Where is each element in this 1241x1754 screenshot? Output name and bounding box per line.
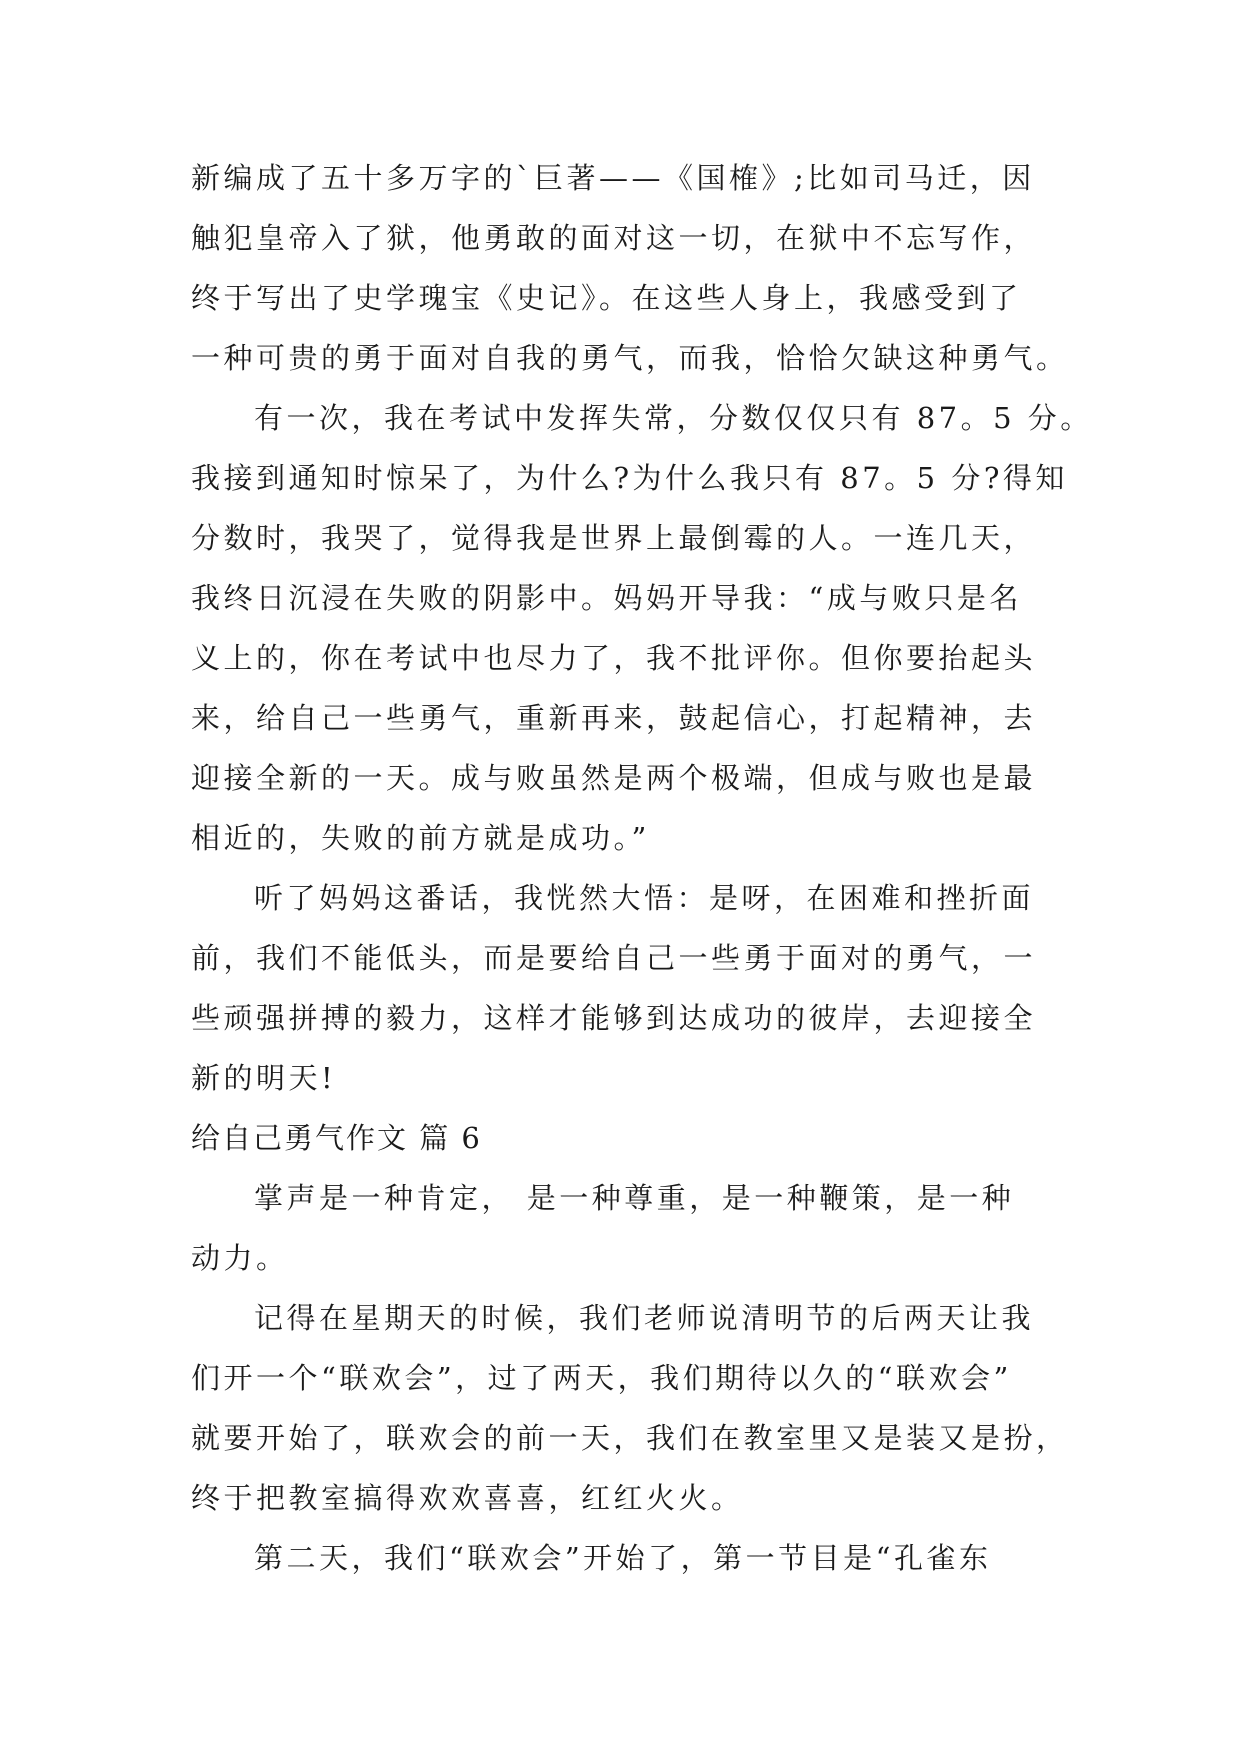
text-line: 终于把教室搞得欢欢喜喜，红红火火。 — [191, 1481, 744, 1515]
paragraph-first-line: 听了妈妈这番话，我恍然大悟：是呀，在困难和挫折面 — [254, 881, 1035, 915]
text-line: 相近的，失败的前方就是成功。” — [191, 821, 650, 855]
text-line: 前，我们不能低头，而是要给自己一些勇于面对的勇气，一 — [191, 941, 1037, 975]
paragraph-first-line: 有一次，我在考试中发挥失常，分数仅仅只有 87。5 分。 — [254, 401, 1093, 435]
text-line: 义上的，你在考试中也尽力了，我不批评你。但你要抬起头 — [191, 641, 1037, 675]
text-line: 新的明天! — [191, 1061, 337, 1095]
text-line: 我接到通知时惊呆了，为什么?为什么我只有 87。5 分?得知 — [191, 461, 1068, 495]
paragraph-first-line: 掌声是一种肯定， 是一种尊重，是一种鞭策，是一种 — [254, 1181, 1015, 1215]
text-line: 动力。 — [191, 1241, 289, 1275]
text-line: 们开一个“联欢会”，过了两天，我们期待以久的“联欢会” — [191, 1361, 1012, 1395]
text-line: 终于写出了史学瑰宝《史记》。在这些人身上，我感受到了 — [191, 281, 1022, 315]
text-line: 就要开始了，联欢会的前一天，我们在教室里又是装又是扮， — [191, 1421, 1069, 1455]
paragraph-first-line: 第二天，我们“联欢会”开始了，第一节目是“孔雀东 — [254, 1541, 992, 1575]
text-line: 来，给自己一些勇气，重新再来，鼓起信心，打起精神，去 — [191, 701, 1037, 735]
text-line: 我终日沉浸在失败的阴影中。妈妈开导我：“成与败只是名 — [191, 581, 1022, 615]
text-line: 触犯皇帝入了狱，他勇敢的面对这一切，在狱中不忘写作， — [191, 221, 1037, 255]
paragraph-first-line: 记得在星期天的时候，我们老师说清明节的后两天让我 — [254, 1301, 1035, 1335]
text-line: 新编成了五十多万字的`巨著——《国榷》;比如司马迁，因 — [191, 161, 1035, 195]
text-line: 些顽强拼搏的毅力，这样才能够到达成功的彼岸，去迎接全 — [191, 1001, 1037, 1035]
text-line: 一种可贵的勇于面对自我的勇气，而我，恰恰欠缺这种勇气。 — [191, 341, 1069, 375]
text-line: 迎接全新的一天。成与败虽然是两个极端，但成与败也是最 — [191, 761, 1037, 795]
text-line: 分数时，我哭了，觉得我是世界上最倒霉的人。一连几天， — [191, 521, 1037, 555]
section-heading: 给自己勇气作文 篇 6 — [191, 1121, 482, 1155]
